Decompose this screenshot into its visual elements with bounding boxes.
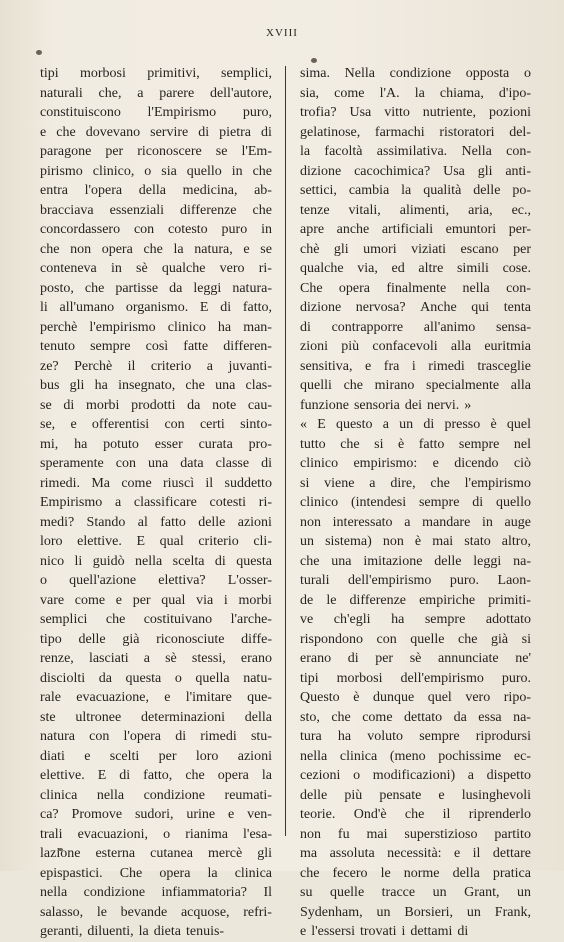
text-line: settici, cambia la qualità delle po- <box>300 183 531 198</box>
text-line: apre anche artificiali emuntori per- <box>300 222 531 237</box>
text-line: tutto che si è fatto sempre nel <box>300 436 531 452</box>
text-line: perchè l'empirismo clinico ha man- <box>40 319 272 335</box>
text-line: tenze vitali, alimenti, aria, ec., <box>300 202 531 218</box>
text-line: naturali che, a parere dell'autore, <box>40 85 272 101</box>
text-line: che non opera che la natura, e se <box>40 241 272 257</box>
text-line: chè gli umori viziati escano per <box>300 241 531 257</box>
text-line: che una imitazione delle leggi na- <box>300 553 531 569</box>
text-line: rimedi. Ma come riuscì il suddetto <box>40 475 272 491</box>
text-line: non interessato a mandare in auge <box>300 514 531 530</box>
text-line: sto, che come dettato da essa na- <box>300 709 531 725</box>
text-line: semplici che costituivano l'arche- <box>40 612 272 627</box>
text-line: teorie. Ond'è che il riprenderlo <box>300 807 531 822</box>
text-line: clinico (intendesi sempre di quello <box>300 495 531 510</box>
text-line: erano di per sè annunciate ne' <box>300 651 531 666</box>
text-line: trofia? Usa vitto nutriente, pozioni <box>300 105 531 120</box>
text-line: li all'umano organismo. E di fatto, <box>40 300 272 315</box>
text-line: Empirismo a classificare cotesti ri- <box>40 495 272 510</box>
text-line: sima. Nella condizione opposta o <box>300 66 531 81</box>
text-line: rale evacuazione, e l'imitare que- <box>40 690 272 705</box>
ink-spot-mark <box>36 50 42 55</box>
text-line: medi? Stando al fatto delle azioni <box>40 514 272 530</box>
text-line: se di morbi prodotti da note cau- <box>40 397 272 413</box>
text-line: ve ch'egli ha sempre adottato <box>300 612 531 627</box>
text-line: renze, lasciati a sè stessi, erano <box>40 651 272 666</box>
text-line: su quelle tracce un Grant, un <box>300 885 531 900</box>
text-line: bus gli ha insegnato, che una clas- <box>40 378 272 393</box>
text-line: tipo delle già riconosciute diffe- <box>40 631 272 647</box>
text-line: e che dovevano servire di pietra di <box>40 124 272 140</box>
text-line: mi, ha potuto esser curata pro- <box>40 436 272 452</box>
text-line: trali evacuazioni, o rianima l'esa- <box>40 826 272 842</box>
text-line: dizione cacochimica? Usa gli anti- <box>300 163 531 179</box>
text-line: clinico empirismo: e dicendo ciò <box>300 456 531 471</box>
text-line: turali dell'empirismo puro. Laon- <box>300 573 531 588</box>
text-line: ste ultronee determinazioni della <box>40 709 272 725</box>
text-line: tipi morbosi primitivi, semplici, <box>40 66 272 81</box>
text-line: paragone per riconoscere se l'Em- <box>40 144 272 159</box>
text-line: zioni più confacevoli alla euritmia <box>300 339 531 354</box>
text-line: Che opera finalmente nella con- <box>300 280 531 296</box>
text-line: disciolti da questa o quella natu- <box>40 670 272 686</box>
text-line: o quell'azione elettiva? L'osser- <box>40 573 272 588</box>
text-line: funzione sensoria dei nervi. » <box>300 397 472 413</box>
ink-spot-mark <box>311 58 317 63</box>
text-line: si viene a dire, che l'empirismo <box>300 475 531 491</box>
text-line: vare come e per qual via i morbi <box>40 592 272 608</box>
text-line: constituiscono l'Empirismo puro, <box>40 105 272 120</box>
text-line: nella clinica (meno pochissime ec- <box>300 748 531 764</box>
text-line: de le differenze empiriche primiti- <box>300 592 531 608</box>
text-line: entra l'opera della medicina, ab- <box>40 183 272 198</box>
text-line: delle più pensate e lusinghevoli <box>300 787 531 803</box>
text-line: natura con l'opera di rimedi stu- <box>40 729 272 744</box>
text-line: ze? Perchè il criterio a juvanti- <box>40 358 272 374</box>
text-line: un sistema) non è mai stato altro, <box>300 534 531 549</box>
text-line: posto, che partisse da leggi natura- <box>40 280 272 296</box>
text-line: qualche via, ed altre simili cose. <box>300 261 531 276</box>
text-line: elettive. E di fatto, che opera la <box>40 768 272 783</box>
text-line: non fu mai superstizioso partito <box>300 826 531 842</box>
text-line: clinica nella condizione reumati- <box>40 787 272 803</box>
text-line: nella condizione infiammatoria? Il <box>40 885 272 900</box>
text-line: rispondono con quelle che già si <box>300 631 531 647</box>
left-text-column <box>40 64 272 942</box>
text-line: geranti, diluenti, la dieta tenuis- <box>40 924 225 939</box>
column-divider <box>285 66 286 836</box>
text-line: salasso, le bevande acquose, refri- <box>40 904 272 920</box>
text-line: che fecero le norme della pratica <box>300 865 531 881</box>
text-line: conteneva in sè qualche vero ri- <box>40 261 272 276</box>
text-line: nico li guidò nella scelta di questa <box>40 553 272 569</box>
text-line: di contrapporre all'animo sensa- <box>300 319 531 335</box>
text-line: sia, come l'A. la chiama, d'ipo- <box>300 85 531 101</box>
text-line: bracciava essenziali differenze che <box>40 202 272 218</box>
text-line: dizione nervosa? Anche qui tenta <box>300 300 531 315</box>
text-line: lazione esterna cutanea mercè gli <box>40 846 272 861</box>
text-line: epispastici. Che opera la clinica <box>40 865 272 881</box>
text-line: ca? Promove sudori, urine e ven- <box>40 807 272 822</box>
text-line: sensitiva, e fra i rimedi trasceglie <box>300 358 531 374</box>
text-line: quelli che mirano specialmente alla <box>300 378 531 393</box>
text-line: concordassero con cotesto puro in <box>40 222 272 237</box>
text-line: cezioni o modificazioni) a dispetto <box>300 768 531 783</box>
text-line: la facoltà assimilativa. Nella con- <box>300 144 531 159</box>
text-line: pirismo clinico, o sia quello in che <box>40 163 272 179</box>
text-line: tura ha voluto sempre riprodursi <box>300 729 531 744</box>
text-line: se, e offerentisi con certi sinto- <box>40 417 272 432</box>
text-line: ma assoluta necessità: e il dettare <box>300 846 531 861</box>
text-line: loro elettive. E qual criterio cli- <box>40 534 272 549</box>
text-line: « E questo a un di presso è quel <box>300 417 531 432</box>
text-line: speramente con una data classe di <box>40 456 272 471</box>
text-line: e l'essersi trovati i dettami di <box>300 924 469 939</box>
text-line: tenuto sempre così fatte differen- <box>40 339 272 354</box>
text-line: Sydenham, un Borsieri, un Frank, <box>300 904 531 920</box>
text-line: Questo è dunque quel vero ripo- <box>300 690 531 705</box>
text-line: tipi morbosi dell'empirismo puro. <box>300 670 531 686</box>
text-line: diati e scelti per loro azioni <box>40 748 272 764</box>
right-text-column <box>300 64 531 942</box>
page-number: XVIII <box>266 27 298 39</box>
text-line: gelatinose, farmachi ristoratori del- <box>300 124 531 140</box>
